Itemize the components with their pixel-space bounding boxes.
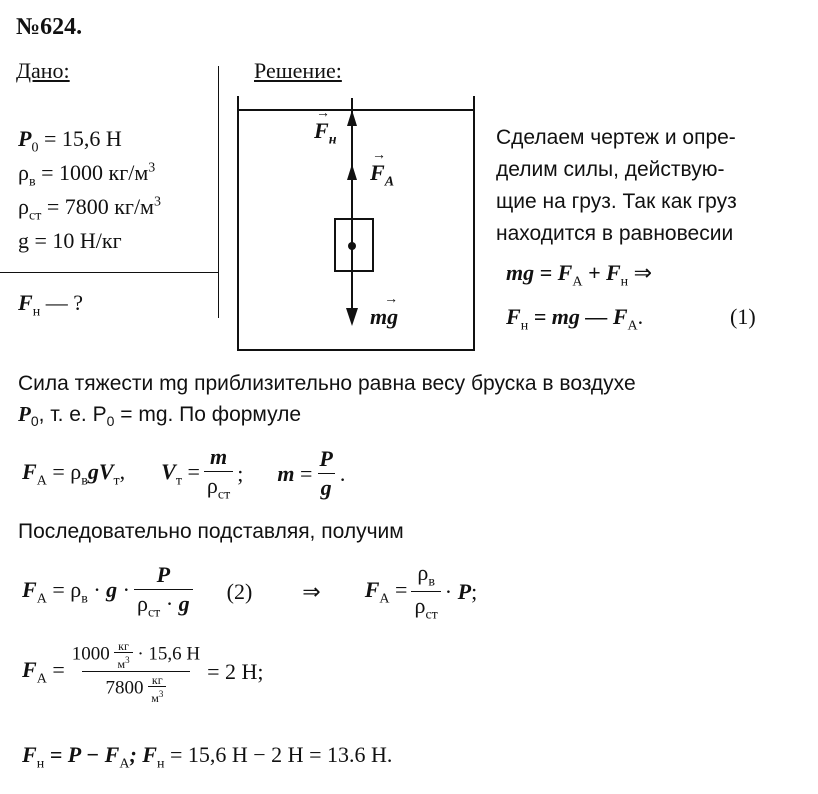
equation-1a: mg = $F_A + F_н$ ⇒: [506, 260, 653, 290]
given-vertical-rule: [218, 66, 219, 318]
formula-row-1: $F_A = \rho_вgV_т$, $V_т$ = $\frac{m}{\rho_{ст}}$ ; m = $\frac{P}{g}$ .: [22, 444, 346, 503]
final-answer: $F_н = P - F_A$; $F_н = 15,6$ Н − 2 Н = 13.6 Н.: [22, 742, 393, 772]
text-line-3: щие на груз. Так как груз: [496, 190, 737, 213]
tension-arrow: [347, 110, 357, 126]
equation-1b: $F_н$ = mg — $F_A$.: [506, 304, 644, 334]
formula-row-3: $F_A$ = 1000 $\frac{кг}{м^3}$ · 15,6 Н 7800 $\frac{кг}{м^3}$ = 2 Н;: [22, 639, 264, 705]
find-quantity: $F_н$ — ?: [18, 290, 83, 320]
given-g: g = 10 Н/кг: [18, 228, 122, 253]
given-header: Дано:: [16, 58, 70, 83]
text-line-4: находится в равновесии: [496, 222, 734, 245]
given-weight: $P_0 = 15,6$ Н: [18, 126, 122, 156]
paragraph-substitution: Последовательно подставляя, получим: [18, 520, 404, 543]
problem-number: №624.: [16, 14, 83, 40]
formula-row-2: $F_A = \rho_в \cdot g$ · $\frac{P}{\rho_{ст} \cdot g}$ (2) ⇒ $F_A$ = $\frac{\rho_в}{\rho_{ст}}$ · P;: [22, 560, 478, 623]
paragraph-weight: $P_0$, т. е. $P_0$ = mg. По формуле: [18, 402, 302, 430]
label-tension: → $F_н$: [314, 106, 337, 148]
given-steel-density: $\rho_{ст} = 7800$ $кг/м^3$: [18, 194, 161, 224]
given-water-density: $\rho_в = 1000$ $кг/м^3$: [18, 160, 156, 190]
label-buoyancy: → $F_A$: [370, 148, 395, 190]
paragraph-gravity: Сила тяжести mg приблизительно равна весу бруска в воздухе: [18, 372, 636, 395]
label-gravity: mg →: [370, 292, 399, 329]
text-line-1: Сделаем чертеж и опре-: [496, 126, 736, 149]
buoyancy-arrow: [347, 164, 357, 180]
force-diagram: [228, 88, 488, 358]
text-line-2: делим силы, действую-: [496, 158, 725, 181]
gravity-arrow: [346, 308, 358, 326]
equation-number-1: (1): [730, 304, 756, 329]
block-center: [348, 242, 356, 250]
solution-header: Решение:: [254, 58, 342, 83]
given-divider: [0, 272, 218, 273]
